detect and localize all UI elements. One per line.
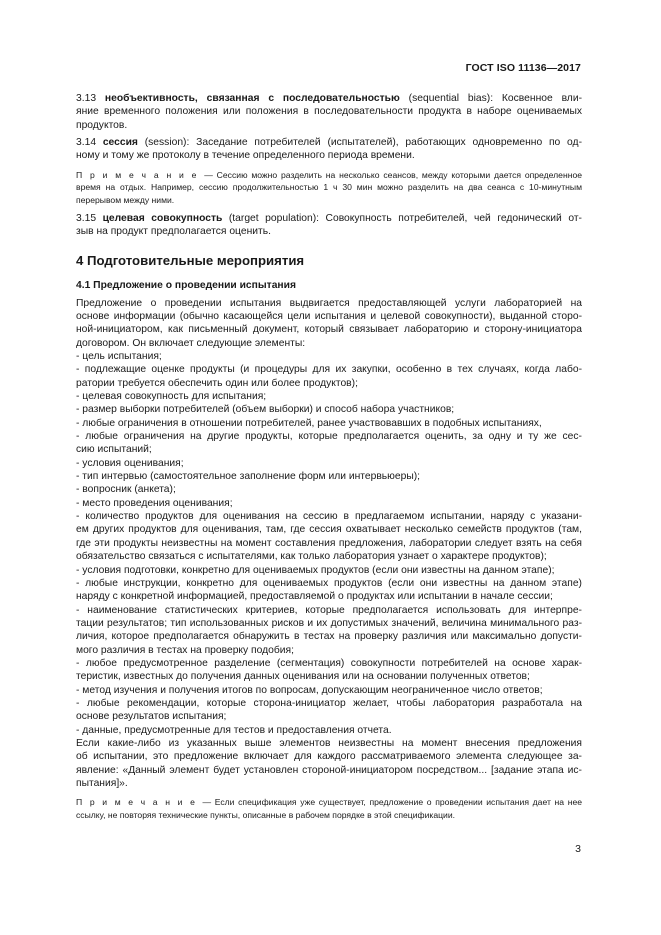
text-line: где эти продукты неизвестны на момент составления предложения, лаборатории следует взять на себя [76,537,582,549]
subsection-4-1-title: 4.1 Предложение о проведении испытания [76,279,296,291]
text-line: - метод изучения и получения итогов по вопросам, допускающим неограниченное число ответов; [76,684,543,696]
text-line: ному и тому же протоколу в течение определенного периода времени. [76,150,415,162]
text-line: личия, которое предполагается обнаружить в тестах на проверку различия или максимально допусти- [76,631,582,643]
note-line: ссылку, не повторяя технические пункты, описанные в рабочем порядке в этой спецификации. [76,809,456,820]
section-4-title: 4 Подготовительные мероприятия [76,252,305,268]
text-line: пытания]». [76,778,128,789]
term-name: необъективность, связанная с последовательностью [104,93,400,104]
text-line: ем других продуктов для оценивания, там, где сессия охватывает несколько семейств продуктов (там, [76,524,582,536]
text-line: - условия оценивания; [76,457,184,469]
text-line: - любые ограничения в отношении потребителей, ранее участвовавших в подобных испытаниях, [76,417,542,429]
note-line: перерывом между ними. [76,194,175,205]
text-line: Если какие-либо из указанных выше элементов неизвестны на момент внесения предложения [76,737,582,749]
note-label: П р и м е ч а н и е [76,797,203,808]
text-line: зыв на продукт предполагается оценить. [76,226,271,238]
note-line: П р и м е ч а н и е — Если спецификация уже существует, предложение о проведении испытания дает на нее [76,797,583,808]
text-line: - вопросник (анкета); [76,484,176,496]
text-line: явление: «Данный элемент будет установлен стороной-инициатором посредством... [задание этапа ис- [76,764,582,776]
text-line: - целевая совокупность для испытания; [76,391,267,403]
text-line: обязательство связаться с испытателями, как только лаборатория узнает о характере продуктов); [76,551,547,563]
text-line: - подлежащие оценке продукты (и процедуры для их закупки, особенно в тех случаях, когда лабо- [76,364,582,376]
term-entry [76,136,582,163]
text-line: - наименование статистических критериев, которые предполагается использовать для интерпре- [76,604,582,616]
text-line: основе информации (обычно касающейся цели испытания и целевой совокупности), выданной сторо- [76,310,582,322]
note-label: П р и м е ч а н и е [76,169,205,180]
text-line: 3.15 целевая совокупность (target population): Совокупность потребителей, чей гедонический от- [76,212,582,224]
text-line: продуктов. [76,119,128,131]
text-line: мого различия в тестах на проверку подобия; [76,644,294,656]
note-line: время на отдых. Например, сессию продолжительностью 1 ч 30 мин можно разделить на два сеанса с 10-минутным [76,182,582,193]
text-line: яние временного положения или положения в последовательности продукта в наборе оцениваемых [76,106,582,118]
text-line: Предложение о проведении испытания выдвигается предоставляющей услуги лабораторией на [76,297,582,309]
text-line: - любые ограничения на другие продукты, которые предполагается оценить, за одну и ту же сес- [76,431,582,443]
term-entry [76,92,582,132]
text-line: сию испытаний; [76,444,152,456]
term-name: сессия [102,137,138,149]
text-line: основе результатов испытания; [76,711,227,723]
text-line: ной-инициатором, как письменный документ, который связывает лабораторию и сторону-инициатора [76,324,582,336]
terms-block [76,92,582,163]
text-line: наряду с конкретной информацией, предоставляемой о продуктах или испытании в начале сессии; [76,591,553,603]
text-line: об испытании, это предложение включает для каждого рассматриваемого элемента следующее за- [76,751,582,763]
text-line: - количество продуктов для оценивания на сессию в предлагаемом испытании, наряду с указани- [76,511,582,523]
text-line: - размер выборки потребителей (объем выборки) и способ набора участников; [76,404,455,416]
text-line: тации результатов; тип использованных рисков и их допустимых значений, величина минимального раз- [76,617,582,629]
term-3-15 [76,212,582,239]
section-body [76,297,582,791]
note-line: П р и м е ч а н и е — Сессию можно разделить на несколько сеансов, между которыми дается определенное [76,169,582,180]
text-line: - любые инструкции, конкретно для оцениваемых продуктов (если они известны на данном этапе) [76,577,582,589]
text-line: - тип интервью (самостоятельное заполнение форм или интервьюеры); [76,471,421,483]
text-line: теристик, известных до получения данных оценивания или на основании полученных ответов; [76,671,530,683]
term-name: целевая совокупность [102,212,223,224]
text-line: ратории требуется обеспечить один или более продуктов); [76,377,358,389]
text-line: 3.13 необъективность, связанная с последовательностью (sequential bias): Косвенное вли- [76,93,582,104]
text-line: 3.14 сессия (session): Заседание потребителей (испытателей), работающих одновременно по од- [76,137,582,149]
text-line: - данные, предусмотренные для тестов и предоставления отчета. [76,724,392,736]
note-2 [76,796,582,821]
text-line: - условия подготовки, конкретно для оцениваемых продуктов (если они известны на данном этапе); [76,564,555,576]
document-header: ГОСТ ISO 11136—2017 [465,62,581,74]
text-line: - любые рекомендации, которые сторона-инициатор желает, чтобы лаборатория разработала на [76,697,582,709]
text-line: - место проведения оценивания; [76,497,233,509]
text-line: договором. Он включает следующие элементы: [76,337,306,349]
text-line: - любое предусмотренное разделение (сегментация) совокупности потребителей на основе харак- [76,657,582,669]
page-content [76,92,582,827]
note-1 [76,169,582,206]
text-line: - цель испытания; [76,351,162,362]
page-number: 3 [575,843,581,855]
